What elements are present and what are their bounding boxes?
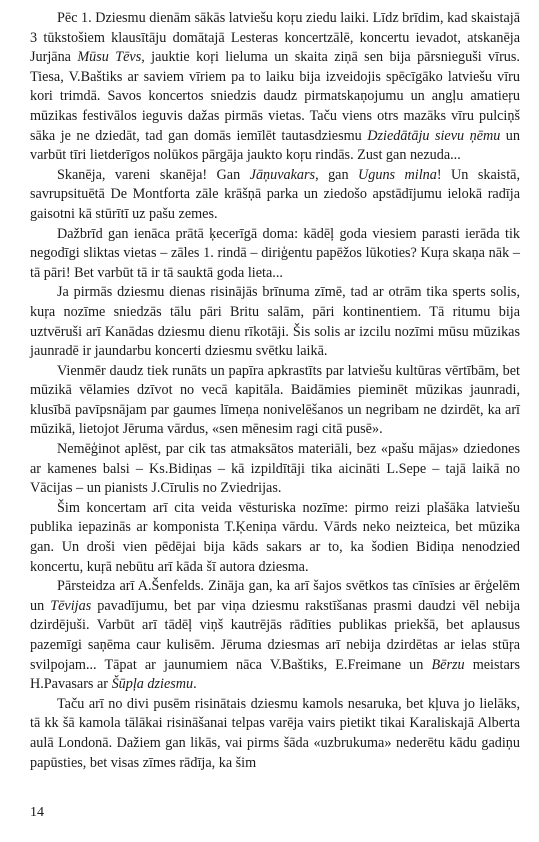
italic-title: Bērzu — [431, 656, 465, 673]
text-run: Nemēģinot aplēst, par cik tas atmaksātos materiāli, bez «pašu mājas» dziedones ar kamenes balsi – Ks.Bidiņas – kā izpildītāji tika aicināti L.Sepe – tajā laikā no Vācijas – un pianists J.Cīrulis no Zviedrijas. — [30, 441, 520, 497]
text-run: Taču arī no divi pusēm risinātais dziesmu kamols nesaruka, bet kļuva jo lielāks, tā kk šā kamola tālākai risināšanai telpas varēja vairs pietikt tikai Karaliskajā Alberta aulā Londonā. Dažiem gan likās, vai pirms šāda «uzbrukuma» nederētu kādu gadiņu papūsties, bet visas zīmes rādīja, ka šim — [30, 695, 520, 771]
paragraph — [30, 577, 520, 695]
text-run: , gan — [315, 166, 359, 183]
text-run: meistars H.Pavasars ar — [30, 656, 520, 693]
italic-title: Šūpļa dziesmu — [111, 676, 194, 693]
paragraph — [30, 362, 520, 440]
paragraph — [30, 9, 520, 166]
paragraph — [30, 166, 520, 225]
text-run: Pēc 1. Dziesmu dienām sākās latviešu koŗu ziedu laiki. Līdz brīdim, kad skaistajā 3 tūkstošiem klausītāju domātajā Lesteras koncertzālē, koncertu ievadot, atskanēja Jurjāna — [30, 10, 520, 66]
italic-title: Mūsu Tēvs — [77, 49, 142, 66]
text-run: Skanēja, vareni skanēja! Gan — [57, 166, 250, 183]
paragraph — [30, 225, 520, 284]
paragraph — [30, 440, 520, 499]
text-run: Šim koncertam arī cita veida vēsturiska nozīme: pirmo reizi plašāka latviešu publika iepazinās ar komponista T.Ķeniņa vārdu. Vārds neko neizteica, bet mūzika gan. Un droši vien pēdējai bija kāds sakars ar to, ka šodien Bidiņa nenodzied koncertu, kuŗā nebūtu arī kāda šī autora dziesma. — [30, 499, 520, 575]
text-run: Ja pirmās dziesmu dienas risinājās brīnuma zīmē, tad ar otrām tika sperts solis, kuŗa nozīme sniedzās tālu pāri Britu salām, pāri kontinentiem. Tā ritumu bija uztvēruši arī Kanādas dziesmu dienu rīkotāji. Šis solis ar izcilu nozīmi mūsu mūzikas jaunradē ir jaundarbu koncerti dziesmu svētku laikā. — [30, 284, 520, 360]
text-run: Vienmēr daudz tiek runāts un papīra apkrastīts par latviešu kultūras vērtībām, bet mūzikā vēlamies dzīvot no vecā kapitāla. Baidāmies pieminēt mūzikas jaunradi, klusībā pavīpsnājam par gaumes līmeņa nonivelēšanos un negribam ne dzirdēt, ka arī mūzikā, lietojot Jēruma vārdus, «sen mēnesim ragi citā pusē». — [30, 362, 520, 438]
paragraph — [30, 499, 520, 577]
italic-title: Jāņuvakars — [249, 166, 316, 183]
text-run: ! Un skaistā, savrupsituētā De Montforta zāle krāšņā parka un ziedošo apstādījumu ielokā radīja gaisotni kā stūrītī uz pašu zemes. — [30, 166, 520, 222]
text-run: , jauktie koŗi lieluma un skaita ziņā sen bija pārsnieguši vīrus. Tiesa, V.Baštiks ar saviem vīriem pa to laiku bija izveidojis spēcīgāko latviešu vīru kori trimdā. Savos koncertos sniedzis daudz pirmatskaņojumu un angļu amatieŗu mūzikas festivālos ieguvis dažas pirmās vietas. Taču viens otrs mazāks vīru pulciņš sāka je ne dziedāt, tad gan domās iemīlēt tautasdziesmu — [30, 49, 520, 144]
page-number: 14 — [30, 805, 44, 820]
italic-title: Uguns milna — [358, 166, 437, 183]
italic-title: Tēvijas — [50, 597, 92, 614]
paragraph — [30, 283, 520, 361]
text-run: pavadījumu, bet par viņa dziesmu rakstīšanas prasmi daudzi vēl nebija dzirdējuši. Varbūt arī tādēļ viņš kautrējās rādīties publikas priekšā, bet aplausus pazemīgi saņēma caur kulisēm. Jēruma dziesmas arī nebija dzirdētas ar ielas stūŗa svilpojam... Tāpat ar jaunumiem nāca V.Baštiks, E.Freimane un — [30, 597, 520, 673]
text-run: Dažbrīd gan ienāca prātā ķecerīgā doma: kādēļ goda viesiem parasti ierāda tik negodīgi sliktas vietas – zāles 1. rindā – diriģentu papēžos lūkoties? Kuŗa skaņa nāk – tā pāri! Bet varbūt tā ir tā sauktā goda lieta... — [30, 225, 520, 281]
text-run: . — [193, 676, 197, 693]
text-run: Pārsteidza arī A.Šenfelds. Zināja gan, ka arī šajos svētkos tas cīnīsies ar ērģelēm un — [30, 578, 520, 614]
body-text — [30, 9, 520, 773]
text-run: un varbūt tīri lietderīgos nolūkos pārgāja jaukto koŗu rindās. Zust gan nezuda... — [30, 127, 520, 164]
paragraph — [30, 695, 520, 773]
italic-title: Dziedātāju sievu ņēmu — [367, 127, 501, 144]
